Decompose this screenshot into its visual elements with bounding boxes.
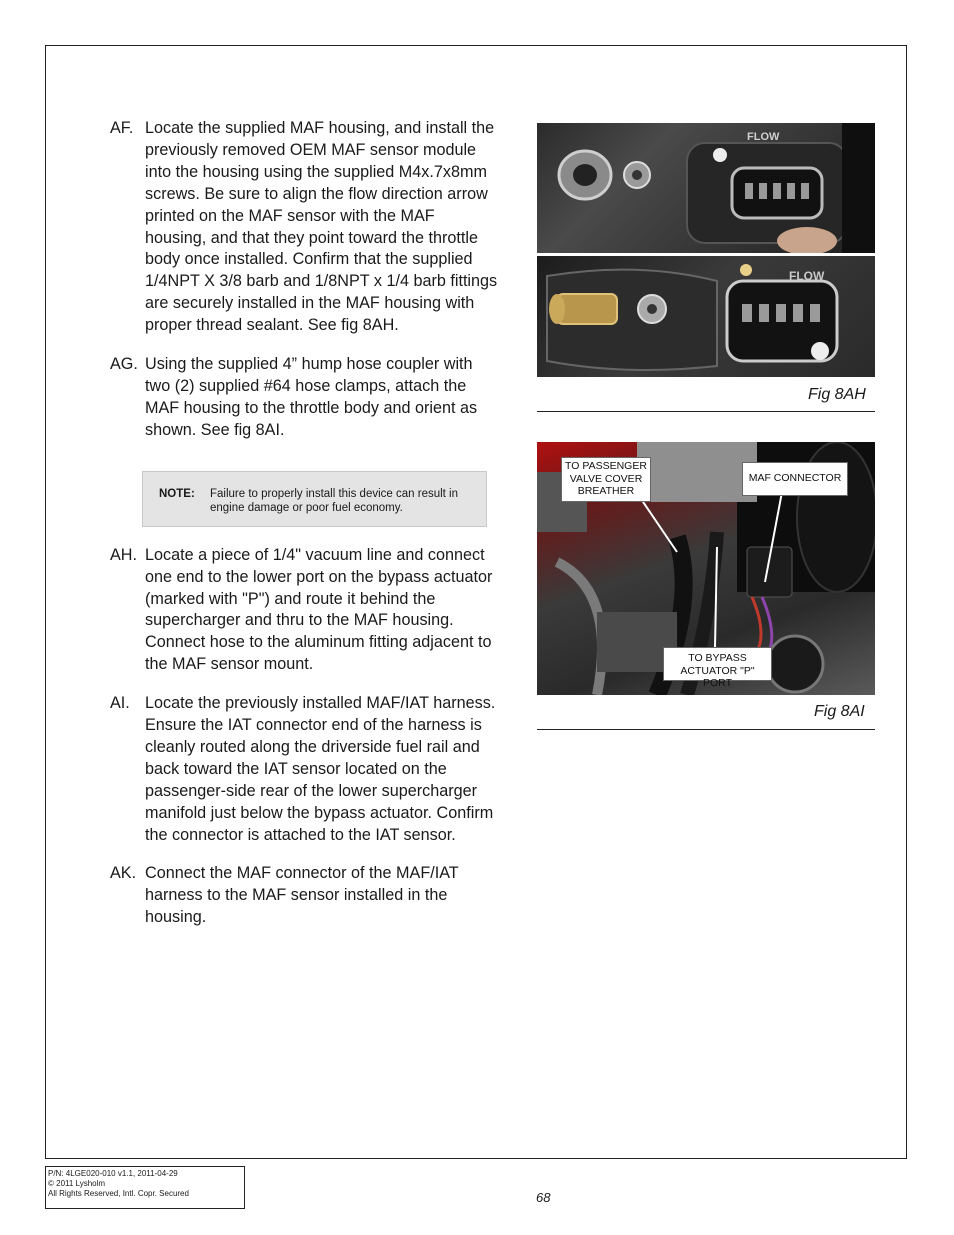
flow-arrow-label-bottom: FLOW xyxy=(789,269,825,283)
page-number: 68 xyxy=(536,1190,551,1205)
step-text: Using the supplied 4” hump hose coupler with two (2) supplied #64 hose clamps, attach the MAF housing to the throttle body and orient as shown. See fig 8AI. xyxy=(145,355,478,439)
note-label: NOTE: xyxy=(159,488,195,500)
footer-rights: All Rights Reserved, Intl. Copr. Secured xyxy=(48,1189,189,1198)
step-letter: AK. xyxy=(110,864,137,883)
step-text: Locate the previously installed MAF/IAT harness. Ensure the IAT connector end of the harness is cleanly routed along the driverside fuel rail and back toward the IAT sensor located on the passenger-side rear of the lower supercharger manifold just below the bypass actuator. Confirm the connector is attached to the IAT sensor. xyxy=(145,694,496,844)
step-letter: AF. xyxy=(110,119,134,137)
step-ai xyxy=(110,693,500,846)
breather-callout: TO PASSENGER VALVE COVER BREATHER xyxy=(561,457,651,502)
maf-connector-callout: MAF CONNECTOR xyxy=(742,462,848,496)
footer-box xyxy=(45,1166,245,1209)
caption-rule-8ah xyxy=(537,411,875,412)
figure-caption-8ai: Fig 8AI xyxy=(814,703,865,720)
step-letter: AI. xyxy=(110,694,130,713)
figure-caption-8ah: Fig 8AH xyxy=(808,386,866,403)
step-ag xyxy=(110,354,500,442)
footer-part-number: P/N: 4LGE020-010 v1.1, 2011-04-29 xyxy=(48,1169,178,1178)
step-text: Locate the supplied MAF housing, and install the previously removed OEM MAF sensor module into the housing using the supplied M4x.7x8mm screws. Be sure to align the flow direction arrow printed on the MAF sensor with the MAF housing, and that they point toward the throttle body once installed. Confirm that the supplied 1/4NPT X 3/8 barb and 1/8NPT x 1/4 barb fittings are securely installed in the MAF housing with proper thread sealant. See fig 8AH. xyxy=(145,119,498,335)
bypass-callout: TO BYPASS ACTUATOR "P" PORT xyxy=(663,647,772,681)
maf-housing-photo-top xyxy=(537,123,875,253)
note-box xyxy=(142,471,487,527)
engine-bay-photo xyxy=(537,442,875,695)
step-text: Connect the MAF connector of the MAF/IAT harness to the MAF sensor installed in the housing. xyxy=(145,864,459,927)
maf-housing-photo-bottom xyxy=(537,256,875,377)
step-ak xyxy=(110,863,500,929)
flow-arrow-label-top: FLOW xyxy=(747,131,780,143)
step-letter: AG. xyxy=(110,355,138,374)
step-letter: AH. xyxy=(110,545,137,564)
step-af xyxy=(110,118,500,337)
step-ah xyxy=(110,545,500,676)
footer-copyright: © 2011 Lysholm xyxy=(48,1179,106,1188)
note-text: Failure to properly install this device can result in engine damage or poor fuel economy. xyxy=(210,488,459,514)
step-text: Locate a piece of 1/4" vacuum line and connect one end to the lower port on the bypass actuator (marked with "P") and route it behind the supercharger and thru to the MAF housing. Connect hose to the aluminum fitting adjacent to the MAF sensor mount. xyxy=(145,545,493,674)
caption-rule-8ai xyxy=(537,729,875,730)
maf-housing-illustration-top xyxy=(537,123,875,253)
instruction-steps xyxy=(110,118,500,946)
